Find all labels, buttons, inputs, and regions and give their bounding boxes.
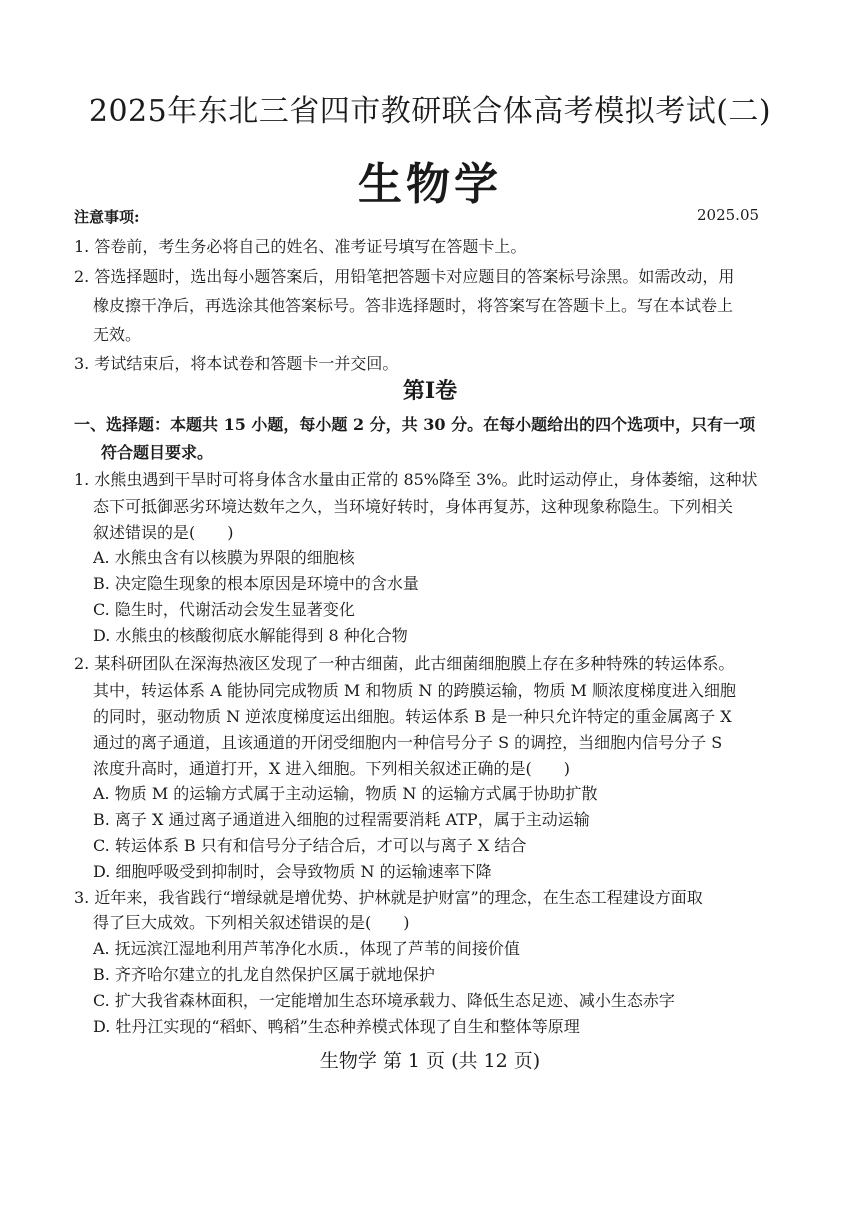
question-1-option-d: D. 水熊虫的核酸彻底水解能得到 8 种化合物 <box>93 626 408 645</box>
volume-heading: 第Ⅰ卷 <box>402 378 458 404</box>
question-2-option-c: C. 转运体系 B 只有和信号分子结合后，才可以与离子 X 结合 <box>93 836 527 855</box>
question-3-stem: 3. 近年来，我省践行“增绿就是增优势、护林就是护财富”的理念，在生态工程建设方面取 <box>74 888 703 907</box>
notice-item-2-cont: 橡皮擦干净后，再选涂其他答案标号。答非选择题时，将答案写在答题卡上。写在本试卷上 <box>93 296 734 315</box>
question-1-stem: 叙述错误的是( ) <box>93 523 234 542</box>
page-footer: 生物学 第 1 页 (共 12 页) <box>319 1050 541 1072</box>
question-3-option-a: A. 抚远滨江湿地利用芦苇净化水质.，体现了芦苇的间接价值 <box>93 939 520 958</box>
question-1-option-b: B. 决定隐生现象的根本原因是环境中的含水量 <box>93 574 419 593</box>
exam-title: 2025年东北三省四市教研联合体高考模拟考试(二) <box>88 94 772 129</box>
question-3-option-b: B. 齐齐哈尔建立的扎龙自然保护区属于就地保护 <box>93 965 435 984</box>
question-3-option-c: C. 扩大我省森林面积，一定能增加生态环境承载力、降低生态足迹、减小生态赤字 <box>93 991 675 1010</box>
exam-date: 2025.05 <box>697 206 760 224</box>
notice-heading: 注意事项: <box>74 208 140 226</box>
section-heading-cont: 符合题目要求。 <box>101 443 214 462</box>
question-2-stem: 通过的离子通道，且该通道的开闭受细胞内一种信号分子 S 的调控，当细胞内信号分子 S <box>93 733 723 752</box>
section-heading: 一、选择题：本题共 15 小题，每小题 2 分，共 30 分。在每小题给出的四个选项中，只有一项 <box>74 415 756 434</box>
question-1-option-a: A. 水熊虫含有以核膜为界限的细胞核 <box>93 548 355 567</box>
notice-item-1: 1. 答卷前，考生务必将自己的姓名、准考证号填写在答题卡上。 <box>74 237 527 256</box>
question-2-stem: 的同时，驱动物质 N 逆浓度梯度运出细胞。转运体系 B 是一种只允许特定的重金属离子 X <box>93 707 732 726</box>
question-2-stem: 浓度升高时，通道打开，X 进入细胞。下列相关叙述正确的是( ) <box>93 759 570 778</box>
question-2-stem: 其中，转运体系 A 能协同完成物质 M 和物质 N 的跨膜运输，物质 M 顺浓度梯度进入细胞 <box>93 681 737 700</box>
question-2-option-d: D. 细胞呼吸受到抑制时，会导致物质 N 的运输速率下降 <box>93 862 492 881</box>
notice-item-2: 2. 答选择题时，选出每小题答案后，用铅笔把答题卡对应题目的答案标号涂黑。如需改动，用 <box>74 267 735 286</box>
notice-item-2-cont: 无效。 <box>93 325 142 344</box>
question-2-stem: 2. 某科研团队在深海热液区发现了一种古细菌，此古细菌细胞膜上存在多种特殊的转运体系。 <box>74 654 735 673</box>
question-2-option-a: A. 物质 M 的运输方式属于主动运输，物质 N 的运输方式属于协助扩散 <box>93 784 598 803</box>
notice-item-3: 3. 考试结束后，将本试卷和答题卡一并交回。 <box>74 354 399 373</box>
question-3-stem: 得了巨大成效。下列相关叙述错误的是( ) <box>93 913 410 932</box>
subject-title: 生物学 <box>358 159 502 210</box>
question-2-option-b: B. 离子 X 通过离子通道进入细胞的过程需要消耗 ATP，属于主动运输 <box>93 810 590 829</box>
question-1-option-c: C. 隐生时，代谢活动会发生显著变化 <box>93 600 355 619</box>
question-1-stem: 1. 水熊虫遇到干旱时可将身体含水量由正常的 85%降至 3%。此时运动停止，身体萎缩，这种状 <box>74 470 758 489</box>
question-3-option-d: D. 牡丹江实现的“稻虾、鸭稻”生态种养模式体现了自生和整体等原理 <box>93 1017 580 1036</box>
question-1-stem: 态下可抵御恶劣环境达数年之久，当环境好转时，身体再复苏，这种现象称隐生。下列相关 <box>93 497 734 516</box>
